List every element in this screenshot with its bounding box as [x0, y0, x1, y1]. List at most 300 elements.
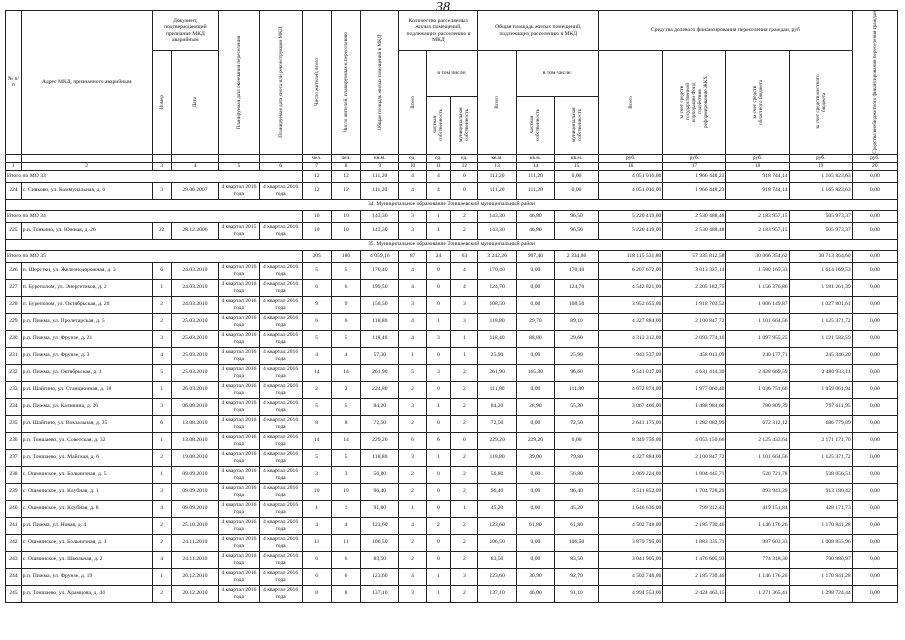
total-row [6, 250, 898, 262]
column-number-cell: 14 [516, 162, 554, 170]
total-cell: 111,20 [361, 170, 399, 182]
row-cell: 1 282 082,99 [663, 415, 726, 432]
total-cell: 4 051 016,00 [599, 170, 663, 182]
total-cell: 907,40 [516, 250, 554, 262]
row-cell: 672 312,12 [726, 415, 789, 432]
row-cell: 1 966 448,23 [663, 182, 726, 199]
section-title: 34. Муниципальное образование Тоншаевский муниципальный район [6, 199, 898, 210]
total-cell: 2 530 488,48 [663, 210, 726, 222]
row-cell: 5 [331, 449, 360, 466]
unit-cell: руб. [726, 154, 789, 162]
row-doc-date: 25.03.2010 [171, 313, 218, 330]
header-area-group: Общая площадь жилых помещений, подлежащих расселению в МКД [478, 11, 599, 51]
column-number-cell: 13 [478, 162, 516, 170]
row-cell: 123,60 [478, 568, 516, 585]
row-cell: 0,00 [516, 500, 554, 517]
row-cell: 2 [451, 551, 478, 568]
column-number-cell: 18 [726, 162, 789, 170]
row-cell: 96,40 [478, 483, 516, 500]
row-cell: 137,10 [478, 585, 516, 602]
row-plan-resettle: 4 квартал 2016 года [219, 466, 260, 483]
table-row [6, 500, 898, 517]
header-count-municipal: муниципальная собственность [458, 107, 471, 143]
row-cell: 8 [302, 585, 331, 602]
row-plan-resettle: 4 квартал 2016 года [219, 381, 260, 398]
row-cell: 118,40 [478, 330, 516, 347]
row-cell: 419 151,84 [726, 500, 789, 517]
total-cell: 180 [331, 250, 360, 262]
row-cell: 4 [399, 182, 426, 199]
row-cell: 5 [302, 449, 331, 466]
row-plan-resettle: 4 квартал 2016 года [219, 517, 260, 534]
header-count-incl: в том числе: [426, 51, 478, 97]
unit-cell: кв.м. [361, 154, 399, 162]
row-cell: 10 [302, 222, 331, 239]
row-cell: 1 476 605,93 [663, 551, 726, 568]
row-cell: 2 641 175,00 [599, 415, 663, 432]
total-cell: 4 059,16 [361, 250, 399, 262]
row-cell: 72,50 [555, 415, 599, 432]
row-cell: 2 [399, 466, 426, 483]
column-number-cell: 19 [789, 162, 852, 170]
row-cell: 14 [302, 364, 331, 381]
row-cell: 1 101 664,56 [726, 313, 789, 330]
row-cell: 0,00 [852, 432, 897, 449]
unit-cell: чел. [331, 154, 360, 162]
total-cell: 3 242,26 [478, 250, 516, 262]
resettlement-table [5, 10, 898, 603]
table-row [6, 182, 898, 199]
table-body [6, 170, 898, 602]
row-cell: 8 [331, 585, 360, 602]
column-number-cell: 5 [219, 162, 260, 170]
row-cell: 61,80 [555, 517, 599, 534]
total-cell: 0 [451, 170, 478, 182]
section-row [6, 239, 898, 250]
row-cell: 4 [302, 347, 331, 364]
row-plan-demolish: 4 квартал 2016 года [259, 313, 302, 330]
total-cell: 0,00 [555, 170, 599, 182]
row-cell: 0,00 [555, 182, 599, 199]
row-cell: 4 [451, 279, 478, 296]
row-cell: 9 [331, 296, 360, 313]
row-cell: 774 318,30 [726, 551, 789, 568]
row-address: р.п. Пижма, ул. Новая, д. 4 [21, 517, 152, 534]
row-cell: 0,00 [852, 182, 897, 199]
column-number-cell: 16 [599, 162, 663, 170]
row-number: 234 [6, 398, 22, 415]
row-doc-number: 2 [152, 313, 171, 330]
total-cell: 96,50 [555, 210, 599, 222]
unit-cell [219, 154, 260, 162]
row-doc-date: 29.06.2007 [171, 182, 218, 199]
row-cell: 4 053 150,66 [663, 432, 726, 449]
header-plan-resettle: Планируемая дата окончания переселения [235, 35, 242, 130]
total-cell: 0,00 [852, 210, 897, 222]
row-cell: 4 [399, 517, 426, 534]
row-cell: 0 [426, 500, 451, 517]
row-number: 244 [6, 568, 22, 585]
row-doc-date: 13.08.2010 [171, 415, 218, 432]
row-cell: 88,80 [516, 330, 554, 347]
row-cell: 458 013,09 [663, 347, 726, 364]
row-cell: 111,80 [555, 381, 599, 398]
row-cell: 2 100 847,72 [663, 313, 726, 330]
row-cell: 4 [399, 279, 426, 296]
row-cell: 1 165 823,63 [789, 182, 852, 199]
row-doc-number: 2 [152, 534, 171, 551]
table-row [6, 466, 898, 483]
row-doc-date: 24.03.2010 [171, 279, 218, 296]
row-cell: 56,80 [555, 466, 599, 483]
row-cell: 4 994 553,00 [599, 585, 663, 602]
row-cell: 2 183 957,15 [726, 222, 789, 239]
row-cell: 0,00 [516, 381, 554, 398]
page-number: 38 [436, 0, 450, 15]
row-cell: 4 542 821,00 [599, 279, 663, 296]
row-cell: 4 [451, 262, 478, 279]
row-address: р.п. Тоншаево, ул. Храмцова, д. 44 [21, 585, 152, 602]
row-cell: 2 [451, 398, 478, 415]
row-cell: 45,20 [555, 500, 599, 517]
row-number: 226 [6, 262, 22, 279]
row-cell: 9 541 017,00 [599, 364, 663, 381]
row-cell: 5 [331, 330, 360, 347]
row-address: р.п. Пижма, ул. Пролетарская, д. 5 [21, 313, 152, 330]
row-cell: 0,00 [852, 449, 897, 466]
total-cell: 1 966 448,23 [663, 170, 726, 182]
row-cell: 0 [426, 466, 451, 483]
table-row [6, 347, 898, 364]
row-doc-number: 22 [152, 222, 171, 239]
row-doc-number: 1 [152, 381, 171, 398]
row-cell: 2 [451, 534, 478, 551]
row-number: 242 [6, 534, 22, 551]
row-cell: 0,00 [852, 415, 897, 432]
column-numbers-group [6, 162, 898, 170]
row-number: 243 [6, 551, 22, 568]
row-cell: 0,00 [852, 466, 897, 483]
row-cell: 4 [426, 182, 451, 199]
row-cell: 2 100 847,72 [663, 449, 726, 466]
total-cell: 63 [451, 250, 478, 262]
row-cell: 3 [399, 585, 426, 602]
row-cell: 11 [331, 534, 360, 551]
header-residents-total: Число жителей, всего [313, 58, 320, 107]
row-cell: 4 [399, 313, 426, 330]
table-row [6, 585, 898, 602]
row-doc-number: 3 [152, 330, 171, 347]
row-cell: 84,20 [361, 398, 399, 415]
row-cell: 2 480 933,11 [789, 364, 852, 381]
row-number: 232 [6, 364, 22, 381]
row-cell: 229,20 [478, 432, 516, 449]
row-cell: 2 [399, 381, 426, 398]
row-cell: 10 [331, 483, 360, 500]
row-cell: 118,40 [361, 330, 399, 347]
unit-cell [259, 154, 302, 162]
row-cell: 3 041 905,00 [599, 551, 663, 568]
row-cell: 118,80 [478, 313, 516, 330]
row-plan-demolish: 4 квартал 2016 года [259, 296, 302, 313]
row-cell: 5 [331, 398, 360, 415]
row-cell: 893 943,29 [726, 483, 789, 500]
row-cell: 9 [302, 296, 331, 313]
row-cell: 4 327 884,00 [599, 449, 663, 466]
row-cell: 118,80 [361, 449, 399, 466]
row-cell: 92,70 [555, 568, 599, 585]
row-cell: 1 146 176,26 [726, 568, 789, 585]
total-cell: 2 334,86 [555, 250, 599, 262]
row-cell: 57,30 [361, 347, 399, 364]
row-doc-number: 1 [152, 568, 171, 585]
row-plan-demolish: 4 квартал 2016 года [259, 449, 302, 466]
unit-cell: ед. [426, 154, 451, 162]
unit-cell: чел. [302, 154, 331, 162]
header-address: Адрес МКД, признанного аварийным [21, 11, 152, 155]
total-cell: 10 [331, 210, 360, 222]
row-cell: 79,80 [555, 449, 599, 466]
row-plan-resettle: 4 квартал 2016 года [219, 364, 260, 381]
row-doc-date: 09.09.2010 [171, 500, 218, 517]
total-cell: 1 [426, 210, 451, 222]
row-cell: 4 502 748,00 [599, 517, 663, 534]
row-doc-date: 24.11.2010 [171, 551, 218, 568]
row-cell: 0,00 [852, 534, 897, 551]
row-cell: 1 704 728,29 [663, 483, 726, 500]
row-cell: 4 [399, 568, 426, 585]
section-row [6, 199, 898, 210]
total-cell: 57 335 812,58 [663, 250, 726, 262]
row-address: р.п. Пижма, ул. Фрунзе, д. 21 [21, 330, 152, 347]
row-doc-number: 6 [152, 415, 171, 432]
row-cell: 0,00 [516, 262, 554, 279]
total-cell: 4 [426, 170, 451, 182]
row-cell: 83,50 [478, 551, 516, 568]
row-cell: 0 [426, 279, 451, 296]
row-cell: 6 [331, 313, 360, 330]
row-plan-demolish: 4 квартал 2016 года [259, 398, 302, 415]
row-doc-number: 1 [152, 279, 171, 296]
row-address: п. Буреполом, ул. Энергетиков, д. 2 [21, 279, 152, 296]
row-doc-number: 1 [152, 466, 171, 483]
row-plan-demolish: 4 квартал 2016 года [259, 279, 302, 296]
row-cell: 25,90 [478, 347, 516, 364]
total-cell: 1 165 823,63 [789, 170, 852, 182]
row-doc-number: 2 [152, 449, 171, 466]
row-cell: 10 [331, 222, 360, 239]
row-address: с. Сивково, ул. Коммунальная, д. 6 [21, 182, 152, 199]
row-cell: 123,60 [361, 568, 399, 585]
row-cell: 2 [302, 381, 331, 398]
row-cell: 1 101 664,56 [726, 449, 789, 466]
row-plan-resettle: 4 квартал 2016 года [219, 432, 260, 449]
row-cell: 2 530 488,48 [663, 222, 726, 239]
unit-cell: руб. [789, 154, 852, 162]
row-cell: 5 [399, 364, 426, 381]
row-cell: 0,00 [852, 381, 897, 398]
row-number: 228 [6, 296, 22, 313]
row-number: 233 [6, 381, 22, 398]
row-cell: 6 [426, 432, 451, 449]
row-cell: 2 428 669,59 [726, 364, 789, 381]
column-number-cell: 3 [152, 162, 171, 170]
row-cell: 106,50 [478, 534, 516, 551]
row-doc-date: 25.03.2010 [171, 330, 218, 347]
row-plan-resettle: 4 квартал 2016 года [219, 551, 260, 568]
row-plan-resettle: 4 квартал 2015 года [219, 222, 260, 239]
row-cell: 108,50 [555, 296, 599, 313]
row-cell: 2 069 224,00 [599, 466, 663, 483]
row-cell: 4 [302, 517, 331, 534]
row-doc-date: 13.08.2010 [171, 432, 218, 449]
row-doc-date: 20.12.2010 [171, 585, 218, 602]
row-cell: 240 177,71 [726, 347, 789, 364]
total-cell: 143,30 [361, 210, 399, 222]
row-cell: 108,50 [478, 296, 516, 313]
row-number: 231 [6, 347, 22, 364]
row-cell: 0 [426, 347, 451, 364]
table-row [6, 279, 898, 296]
row-number: 224 [6, 182, 22, 199]
row-cell: 1 [331, 500, 360, 517]
row-cell: 6 207 672,00 [599, 262, 663, 279]
table-row [6, 483, 898, 500]
row-cell: 229,20 [361, 432, 399, 449]
row-cell: 123,60 [478, 517, 516, 534]
row-plan-demolish: 4 квартал 2016 года [259, 517, 302, 534]
row-cell: 61,80 [516, 517, 554, 534]
total-cell: 12 [331, 170, 360, 182]
row-cell: 6 [331, 551, 360, 568]
total-cell: 5 220 419,00 [599, 210, 663, 222]
row-cell: 1 883 335,71 [663, 534, 726, 551]
total-cell: 4 [399, 170, 426, 182]
row-cell: 1 [426, 449, 451, 466]
unit-cell [152, 154, 171, 162]
row-plan-demolish: 4 квартал 2016 года [259, 483, 302, 500]
row-cell: 6 [331, 279, 360, 296]
row-number: 238 [6, 466, 22, 483]
units-row-group [6, 154, 898, 162]
row-cell: 0 [426, 262, 451, 279]
row-cell: 686 779,89 [789, 415, 852, 432]
row-address: р.п. Шайгино, ул. Станционная, д. 18 [21, 381, 152, 398]
unit-cell: руб. [599, 154, 663, 162]
row-cell: 538 056,51 [789, 466, 852, 483]
row-cell: 0,00 [852, 330, 897, 347]
header-count-group: Количество расселяемых жилых помещений, подлежащих расселению в МКД [399, 11, 478, 51]
row-address: р.п. Пижма, ул. Фрунзе, д. 19 [21, 568, 152, 585]
row-cell: 111,20 [361, 182, 399, 199]
row-doc-date: 19.08.2010 [171, 449, 218, 466]
row-cell: 1 125 371,72 [789, 313, 852, 330]
row-address: р.п. Пижма, ул. Фрунзе, д. 3 [21, 347, 152, 364]
row-cell: 3 879 795,00 [599, 534, 663, 551]
row-cell: 505 973,37 [789, 222, 852, 239]
row-cell: 4 [399, 330, 426, 347]
total-cell: 12 [302, 170, 331, 182]
row-cell: 1 004 445,71 [663, 466, 726, 483]
row-cell: 14 [302, 432, 331, 449]
row-address: р.п. Тоншаево, ул. Советская, д. 32 [21, 432, 152, 449]
row-cell: 2 [451, 381, 478, 398]
row-doc-number: 3 [152, 483, 171, 500]
table-row [6, 432, 898, 449]
total-cell: 918 744,14 [726, 170, 789, 182]
row-number: 239 [6, 483, 22, 500]
row-address: с. Ошминское, ул. Клубная, д. 1 [21, 483, 152, 500]
row-plan-demolish: 4 квартал 2016 года [259, 262, 302, 279]
row-cell: 25,90 [555, 347, 599, 364]
row-cell: 111,20 [516, 182, 554, 199]
row-cell: 158,50 [361, 296, 399, 313]
row-cell: 0,00 [852, 483, 897, 500]
row-cell: 2 093 774,16 [663, 330, 726, 347]
row-plan-resettle: 4 квартал 2016 года [219, 330, 260, 347]
table-row [6, 534, 898, 551]
row-cell: 111,20 [478, 182, 516, 199]
row-cell: 6 [399, 432, 426, 449]
row-doc-date: 24.03.2010 [171, 262, 218, 279]
row-address: с. Ошминское, ул. Школьная, д. 2 [21, 551, 152, 568]
row-plan-demolish: 4 квартал 2016 года [259, 364, 302, 381]
row-cell: 0,00 [852, 347, 897, 364]
row-cell: 14 [331, 364, 360, 381]
row-cell: 1 [302, 500, 331, 517]
row-cell: 526 721,78 [726, 466, 789, 483]
row-doc-date: 20.12.2010 [171, 568, 218, 585]
row-cell: 3 [302, 466, 331, 483]
total-cell: 87 [399, 250, 426, 262]
column-number-cell: 8 [331, 162, 360, 170]
header-funds-group: Средства долевого финансирования переселения граждан, руб [599, 11, 853, 51]
row-plan-resettle: 4 квартал 2016 года [219, 568, 260, 585]
row-cell: 2 424 463,15 [663, 585, 726, 602]
unit-cell: ед. [399, 154, 426, 162]
row-number: 229 [6, 313, 22, 330]
total-cell: 2 183 957,15 [726, 210, 789, 222]
row-number: 230 [6, 330, 22, 347]
row-cell: 1 006 149,87 [726, 296, 789, 313]
row-cell: 1 156 376,86 [726, 279, 789, 296]
row-cell: 1 170 841,28 [789, 517, 852, 534]
column-number-cell: 17 [663, 162, 726, 170]
row-cell: 55,30 [555, 398, 599, 415]
row-cell: 4 [399, 262, 426, 279]
row-cell: 0,00 [516, 347, 554, 364]
row-doc-date: 24.03.2010 [171, 296, 218, 313]
row-cell: 96,60 [555, 364, 599, 381]
row-doc-date: 25.10.2010 [171, 517, 218, 534]
table-row [6, 449, 898, 466]
row-cell: 1 170 841,28 [789, 568, 852, 585]
row-cell: 83,50 [555, 551, 599, 568]
row-cell: 91,80 [361, 500, 399, 517]
header-doc-number: Номер [158, 95, 165, 110]
total-cell: 111,20 [478, 170, 516, 182]
row-plan-demolish: 4 квартал 2016 года [259, 347, 302, 364]
row-cell: 6 [302, 568, 331, 585]
total-label: Итого по МО 33 [6, 170, 303, 182]
row-doc-number: 1 [152, 432, 171, 449]
row-cell: 1 027 801,61 [789, 296, 852, 313]
row-cell: 8 [302, 415, 331, 432]
row-cell: 1 059 061,94 [789, 381, 852, 398]
row-cell: 3 952 655,00 [599, 296, 663, 313]
row-cell: 4 313 312,00 [599, 330, 663, 347]
row-cell: 111,80 [478, 381, 516, 398]
